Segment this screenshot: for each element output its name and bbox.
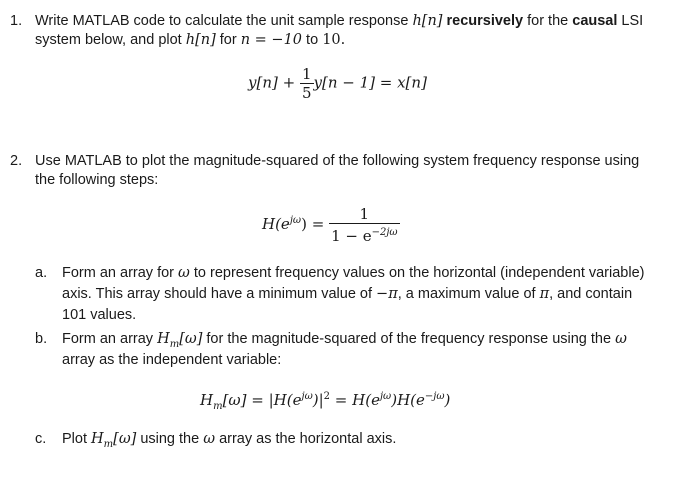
eq-sup: −jω [424,391,445,402]
fraction-numerator: 1 [301,65,312,83]
q1-text: Write MATLAB code to calculate the unit sample response [35,13,413,29]
question-2-equation [262,206,400,244]
eq-sup: jω [301,391,313,402]
step-text: , a maximum value of [397,286,540,302]
q1-bold-causal: causal [572,13,618,29]
step-c-label: c. [35,431,47,447]
q1-text: system below, and plot [35,32,186,48]
eq-term: 1 − e [331,227,372,245]
eq-sub: m [213,401,223,412]
question-1-line-1 [35,12,643,31]
step-a-line-1 [62,264,644,283]
eq-sup: jω [289,215,302,226]
step-b-equation [200,391,450,412]
question-1-number: 1. [10,13,23,29]
eq-term: y[n] + [248,73,300,92]
q1-text: to [302,32,323,48]
step-a-line-2 [62,285,632,304]
eq-sup: 2 [323,391,331,402]
eq-sup: jω [379,391,392,402]
var-omega: ω [615,331,627,347]
step-b-line-2: array as the independent variable: [62,352,282,368]
min-value: −π [376,286,398,302]
step-text: array as the horizontal axis. [215,431,397,447]
question-2-line-2: the following steps: [35,172,159,188]
fraction-denominator [329,225,400,244]
max-value: π [539,286,550,302]
step-text: Form an array for [62,265,179,281]
var-omega: ω [178,265,190,281]
question-1-line-2 [35,31,345,50]
q1-text: LSI [617,13,644,29]
eq-term: H [200,391,214,409]
question-2-line-1: Use MATLAB to plot the magnitude-squared of the following system frequency response using [35,153,640,169]
fraction [300,66,314,101]
q1-text: for the [523,13,573,29]
step-text: , and contain [549,286,633,302]
eq-sup: −2jω [371,227,398,238]
eq-term: ) = [301,215,325,233]
step-a-line-3: 101 values. [62,307,137,323]
fraction-bar [329,223,400,224]
q1-bold-recursively: recursively [442,13,524,29]
q1-var-h: h[n] [185,32,216,48]
var-arg: [ω] [179,331,203,347]
eq-term: ) [444,391,451,409]
step-text: Form an array [62,331,158,347]
eq-term: y[n − 1] = x[n] [313,73,427,92]
step-text: axis. This array should have a minimum value of [62,286,377,302]
step-text: Plot [62,431,92,447]
step-c-line [62,430,396,454]
var-h: H [91,431,104,447]
step-text: using the [136,431,204,447]
var-sub: m [103,438,114,450]
fraction-numerator: 1 [359,205,370,223]
var-arg: [ω] [113,431,137,447]
question-2-number: 2. [10,153,23,169]
var-sub: m [169,338,180,350]
step-b-label: b. [35,331,48,347]
q1-text: for [215,32,241,48]
q1-range: n = −10 [240,32,303,48]
var-h: H [157,331,170,347]
eq-term: H(e [262,215,290,233]
fraction [329,206,400,244]
q1-range-end: 10. [322,32,346,48]
question-1-equation [248,66,427,101]
eq-term: )H(e [391,391,425,409]
step-a-label: a. [35,265,48,281]
eq-term: = H(e [330,391,380,409]
eq-term: )| [312,391,324,409]
step-text: to represent frequency values on the horizontal (independent variable) [189,265,645,281]
q1-var-h: h[n] [412,13,443,29]
fraction-denominator: 5 [301,84,312,102]
var-omega: ω [203,431,216,447]
step-text: for the magnitude-squared of the frequency response using the [202,331,616,347]
eq-term: [ω] = |H(e [222,391,302,409]
